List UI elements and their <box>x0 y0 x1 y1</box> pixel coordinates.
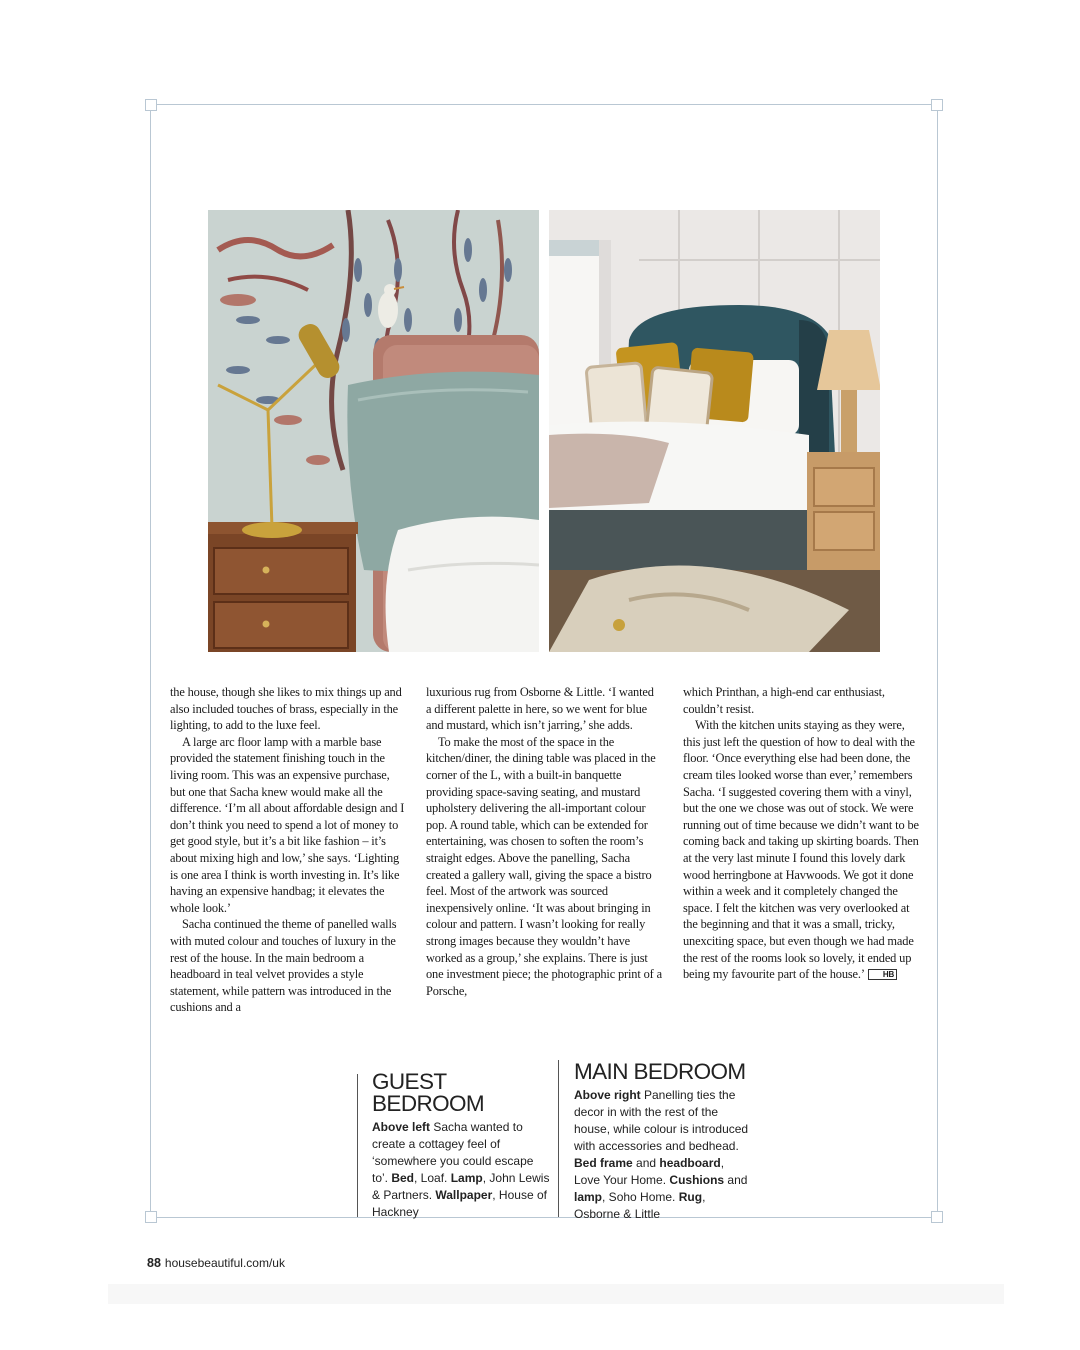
caption-span: , John Lewis & Partners. <box>372 1171 550 1202</box>
main-bedroom-caption <box>574 1061 752 1223</box>
caption-span: Panelling ties the decor in with the rest of the house, while colour is introduced with accessories and bedhead. <box>574 1088 749 1153</box>
caption-heading: MAIN BEDROOM <box>574 1059 746 1084</box>
caption-lead: Above right <box>574 1088 641 1102</box>
caption-span: , Love Your Home. <box>574 1156 725 1187</box>
guest-bedroom-caption <box>372 1071 550 1221</box>
frame-corner-notch <box>145 99 157 111</box>
caption-text <box>372 1119 550 1221</box>
caption-span: , Osborne & Little <box>574 1190 706 1221</box>
caption-span: , Soho Home. <box>602 1190 679 1204</box>
page-number: 88 <box>147 1256 161 1270</box>
paragraph <box>683 717 919 983</box>
caption-key: Bed <box>391 1171 415 1185</box>
paragraph: which Printhan, a high-end car enthusiast, couldn’t resist. <box>683 685 885 716</box>
frame-corner-notch <box>931 1211 943 1223</box>
paragraph: To make the most of the space in the kitchen/diner, the dining table was placed in the corner of the L, with a built-in banquette providing space-saving seating, and mustard upholstery delivering the all-important colour pop. A round table, which can be extended for entertaining, was chosen to soften the room’s straight edges. Above the panelling, Sacha created a gallery wall, giving the space a bistro feel. Most of the artwork was sourced inexpensively online. ‘It was about bringing in colour and pattern. I wasn’t looking for really strong images because they wouldn’t have worked as a group,’ she explains. There is just one investment piece; the photographic print of a Porsche, <box>426 734 662 998</box>
caption-key: headboard <box>659 1156 721 1170</box>
guest-bedroom-photo <box>208 210 539 652</box>
body-column-3 <box>683 684 919 983</box>
caption-span: Sacha wanted to create a cottagey feel of ‘somewhere you could escape to’. <box>372 1120 534 1185</box>
caption-lead: Above left <box>372 1120 431 1134</box>
caption-key: lamp <box>574 1190 603 1204</box>
paragraph: Sacha continued the theme of panelled walls with muted colour and touches of luxury in the rest of the house. In the main bedroom a headboard in teal velvet provides a style statement, while pattern was introduced in the cushions and a <box>170 917 397 1015</box>
caption-heading <box>372 1071 550 1115</box>
caption-heading-line: BEDROOM <box>372 1091 485 1116</box>
caption-key: Bed frame <box>574 1156 633 1170</box>
end-mark: HB <box>868 969 897 980</box>
caption-key: Wallpaper <box>435 1188 493 1202</box>
body-column-1 <box>170 684 406 1016</box>
caption-heading-line: GUEST <box>372 1069 447 1094</box>
caption-divider <box>357 1074 358 1217</box>
frame-corner-notch <box>145 1211 157 1223</box>
page-footer <box>147 1256 285 1270</box>
paragraph: A large arc floor lamp with a marble base provided the statement finishing touch in the living room. This was an expensive purchase, but one that Sacha knew would make all the difference. ‘I’m all about affordable design and I don’t think you need to spend a lot of money to get good style, but it’s a bit like fashion – it’s about mixing high and low,’ she says. ‘Lighting is one area I think is worth investing in. It’s like having an expensive handbag; it elevates the whole look.’ <box>170 734 405 915</box>
paragraph: the house, though she likes to mix things up and also included touches of brass, especially in the lighting, to add to the luxe feel. <box>170 685 402 733</box>
paragraph: luxurious rug from Osborne & Little. ‘I wanted a different palette in here, so we went for blue and mustard, which isn’t jarring,’ she adds. <box>426 685 654 733</box>
caption-span: and <box>632 1156 660 1170</box>
caption-span: , House of Hackney <box>372 1188 547 1219</box>
caption-key: Lamp <box>450 1171 483 1185</box>
caption-text <box>574 1087 752 1223</box>
caption-span: , Loaf. <box>414 1171 451 1185</box>
bottom-band <box>108 1284 1004 1304</box>
main-bedroom-photo <box>549 210 880 652</box>
caption-span: and <box>724 1173 748 1187</box>
paragraph-text: With the kitchen units staying as they were, this just left the question of how to deal with the floor. ‘Once everything else had been done, the cream tiles looked worse than ever,’ remembers Sacha. ‘I suggested covering them with a vinyl, but the one we chose was out of stock. We were running out of time because we didn’t want to be coming back and taking up skirting boards. Then at the very last minute I found this lovely dark wood herringbone at Havwoods. We got it done within a week and it completely changed the space. I felt the kitchen was very overlooked at the beginning and that it was a small, tricky, unexciting space, but even though we had made the rest of the rooms look so lovely, it ended up being my favourite part of the house.’ <box>683 718 919 982</box>
site-url[interactable]: housebeautiful.com/uk <box>164 1256 285 1270</box>
caption-key: Rug <box>678 1190 703 1204</box>
body-column-2 <box>426 684 662 999</box>
frame-corner-notch <box>931 99 943 111</box>
caption-key: Cushions <box>669 1173 725 1187</box>
caption-divider <box>558 1060 559 1217</box>
